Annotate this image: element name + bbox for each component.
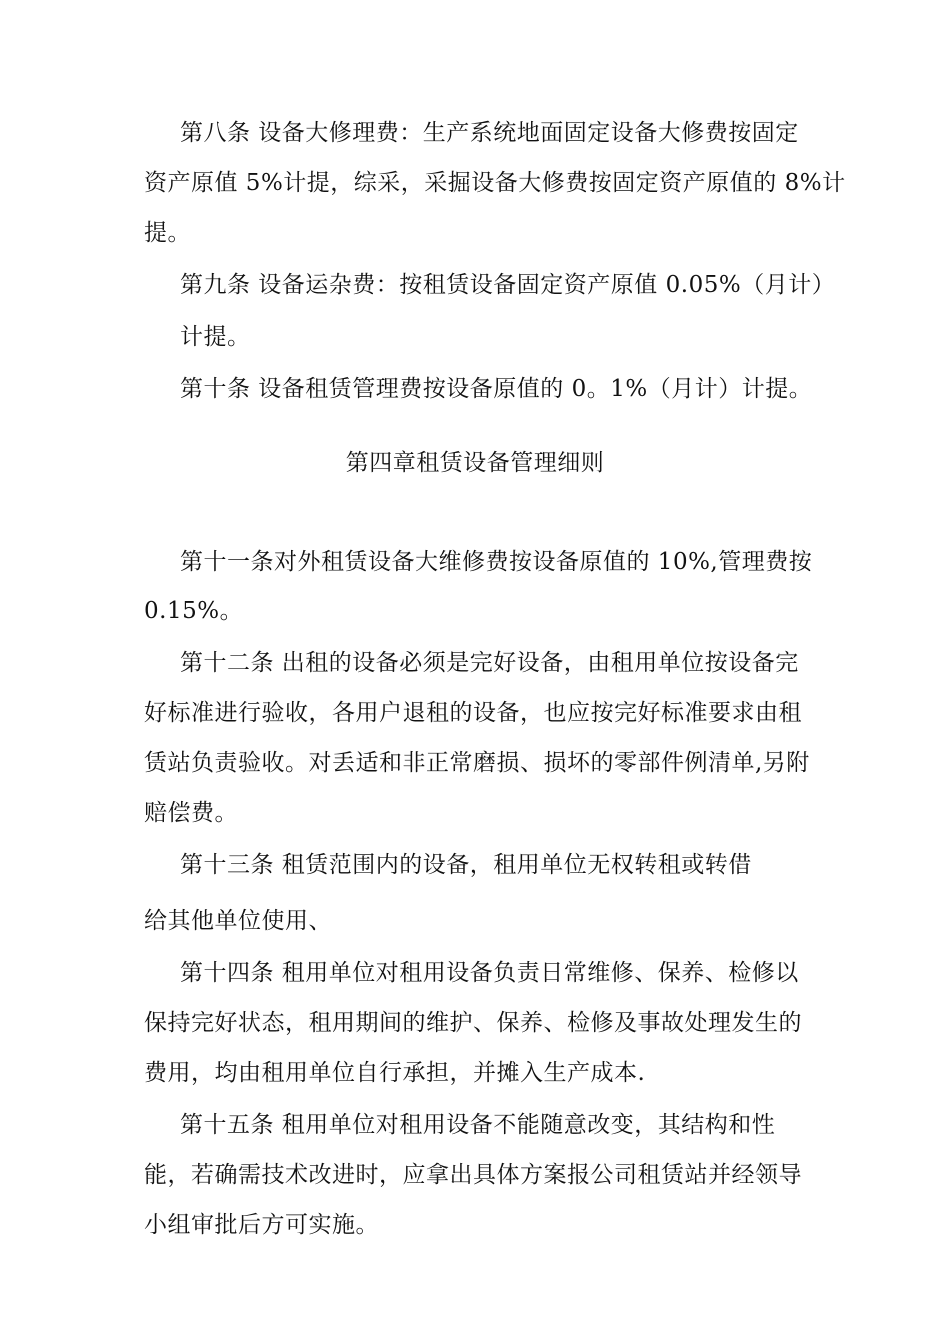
article-12-line-4: 赔偿费。 xyxy=(144,800,238,826)
article-12-line-1: 第十二条 出租的设备必须是完好设备，由租用单位按设备完 xyxy=(180,650,799,676)
article-12-line-3: 赁站负责验收。对丢适和非正常磨损、损坏的零部件例清单,另附 xyxy=(144,750,810,776)
article-10-line-1: 第十条 设备租赁管理费按设备原值的 0。1%（月计）计提。 xyxy=(180,376,813,402)
article-11-line-1: 第十一条对外租赁设备大维修费按设备原值的 10%,管理费按 xyxy=(180,549,813,575)
article-9-line-2: 计提。 xyxy=(180,324,251,350)
article-13-line-2: 给其他单位使用、 xyxy=(144,908,332,934)
article-12-line-2: 好标准进行验收，各用户退租的设备，也应按完好标准要求由租 xyxy=(144,700,802,726)
article-9-line-1: 第九条 设备运杂费：按租赁设备固定资产原值 0.05%（月计） xyxy=(180,272,836,298)
article-14-line-2: 保持完好状态，租用期间的维护、保养、检修及事故处理发生的 xyxy=(144,1010,802,1036)
article-14-line-1: 第十四条 租用单位对租用设备负责日常维修、保养、检修以 xyxy=(180,960,799,986)
article-15-line-3: 小组审批后方可实施。 xyxy=(144,1212,379,1238)
article-14-line-3: 费用，均由租用单位自行承担，并摊入生产成本. xyxy=(144,1060,646,1086)
article-8-line-2: 资产原值 5%计提，综采，采掘设备大修费按固定资产原值的 8%计 xyxy=(144,170,846,196)
chapter-title: 第四章租赁设备管理细则 xyxy=(345,450,605,476)
article-8-line-3: 提。 xyxy=(144,220,191,246)
article-13-line-1: 第十三条 租赁范围内的设备，租用单位无权转租或转借 xyxy=(180,852,752,878)
article-15-line-2: 能，若确需技术改进时，应拿出具体方案报公司租赁站并经领导 xyxy=(144,1162,802,1188)
article-11-line-2: 0.15%。 xyxy=(144,598,244,624)
article-15-line-1: 第十五条 租用单位对租用设备不能随意改变，其结构和性 xyxy=(180,1112,776,1138)
article-8-line-1: 第八条 设备大修理费：生产系统地面固定设备大修费按固定 xyxy=(180,120,799,146)
